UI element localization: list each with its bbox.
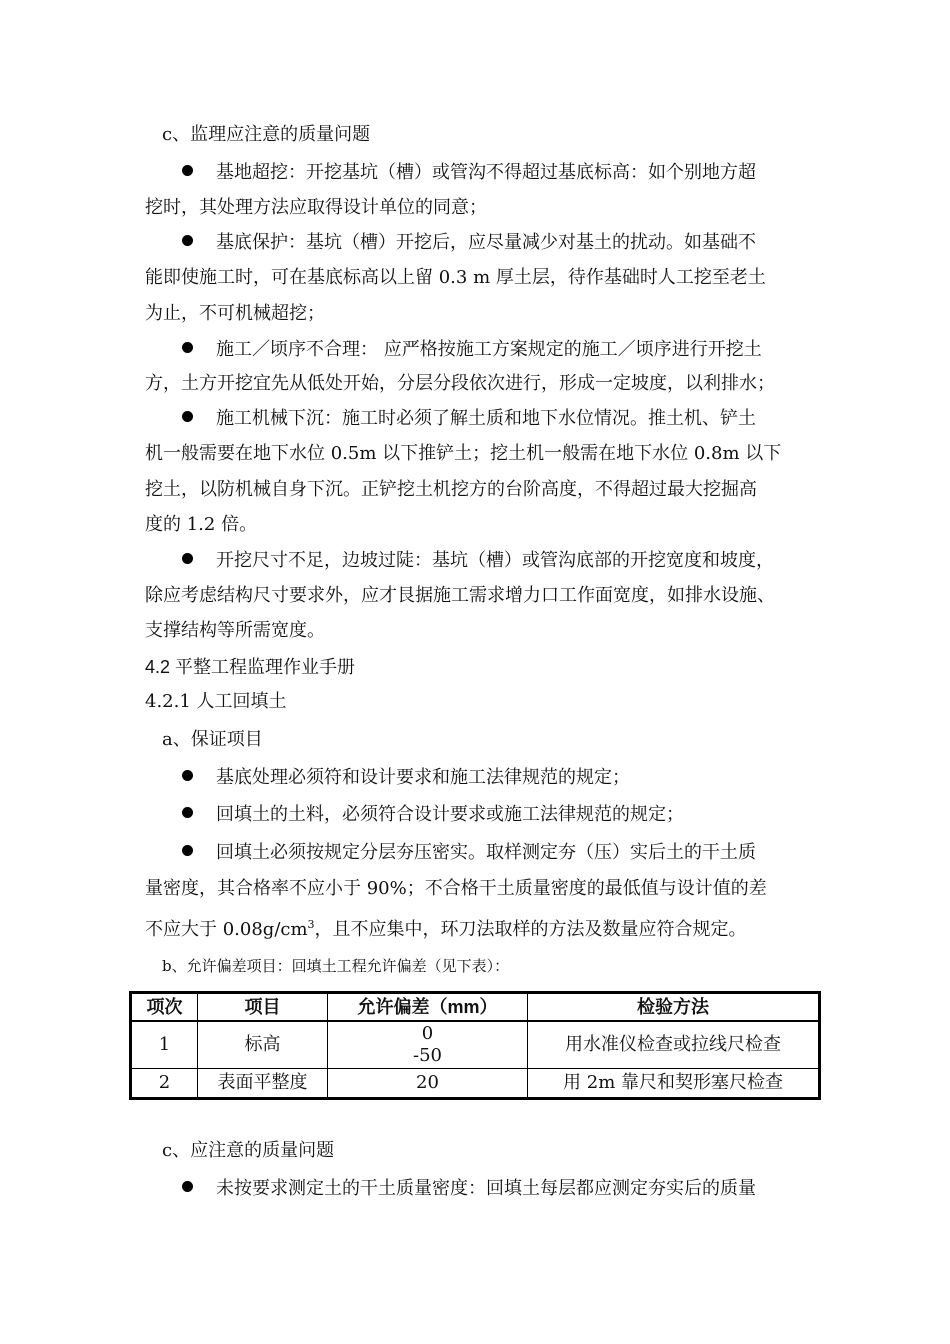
table-cell-method: 用 2m 靠尺和契形塞尺检查 [528, 1069, 820, 1099]
table-cell-no: 1 [131, 1021, 198, 1069]
bullet-continuation-density: 不应大于 $0.08g/cm^3$，且不应集中，环刀法取样的方法及数量应符合规定。 [145, 918, 747, 940]
bullet-continuation: 量密度，其合格率不应小于 90%；不合格干土质量密度的最低值与设计值的差 [145, 878, 767, 899]
subsection-heading: 4.2.1 人工回填土 [145, 691, 287, 712]
bullet-item: 基底处理必须符和设计要求和施工法律规范的规定； [182, 767, 630, 789]
bullet-icon [182, 553, 193, 564]
subheading-b-tolerance-items: b、允许偏差项目：回填土工程允许偏差（见下表）： [162, 957, 510, 975]
table-cell-method: 用水准仪检查或拉线尺检查 [528, 1021, 820, 1069]
bullet-icon [182, 165, 193, 176]
subheading-a-guarantee-items: a、保证项目 [162, 729, 263, 750]
bullet-item: 回填土的土料，必须符合设计要求或施工法律规范的规定； [182, 804, 684, 826]
bullet-icon [182, 807, 193, 818]
subheading-c-attention-issues: c、应注意的质量问题 [162, 1140, 335, 1161]
table-header-cell: 项目 [198, 993, 328, 1022]
table-cell-item: 表面平整度 [198, 1069, 328, 1099]
table-header-row [131, 993, 820, 1022]
bullet-item: 回填土必须按规定分层夯压密实。取样测定夯（压）实后土的干土质 [182, 842, 756, 864]
bullet-icon [182, 342, 193, 353]
bullet-item: 施工／顷序不合理： 应严格按施工方案规定的施工／顷序进行开挖土 [182, 339, 762, 361]
bullet-icon [182, 1181, 193, 1192]
table-header-cell: 项次 [131, 993, 198, 1022]
table-header-cell: 允许偏差（mm） [328, 993, 528, 1022]
bullet-icon [182, 235, 193, 246]
bullet-item: 基地超挖：开挖基坑（槽）或管沟不得超过基底标高：如个别地方超 [182, 162, 756, 184]
bullet-continuation: 方，土方开挖宜先从低处开始，分层分段依次进行，形成一定坡度，以利排水； [145, 373, 775, 394]
bullet-continuation: 除应考虑结构尺寸要求外，应才艮据施工需求增力口工作面宽度，如排水设施、 [145, 585, 775, 606]
bullet-item: 基底保护：基坑（槽）开挖后，应尽量减少对基土的扰动。如基础不 [182, 232, 756, 254]
bullet-continuation: 为止，不可机械超挖； [145, 303, 325, 324]
table-row [131, 1021, 820, 1069]
bullet-item: 施工机械下沉：施工时必须了解土质和地下水位情况。推土机、铲土 [182, 408, 756, 430]
table-cell-tolerance: 20 [328, 1069, 528, 1099]
bullet-item: 未按要求测定土的干土质量密度：回填土每层都应测定夯实后的质量 [182, 1178, 756, 1200]
bullet-continuation: 度的 1.2 倍。 [145, 514, 258, 535]
table-cell-tolerance: 0 -50 [328, 1021, 528, 1069]
bullet-continuation: 挖土，以防机械自身下沉。正铲挖土机挖方的台阶高度，不得超过最大挖掘高 [145, 479, 757, 500]
bullet-icon [182, 411, 193, 422]
table-cell-no: 2 [131, 1069, 198, 1099]
bullet-continuation: 挖时，其处理方法应取得设计单位的同意； [145, 197, 487, 218]
bullet-continuation: 能即使施工时，可在基底标高以上留 0.3 m 厚土层，待作基础时人工挖至老土 [145, 267, 766, 288]
bullet-icon [182, 770, 193, 781]
bullet-item: 开挖尺寸不足，边坡过陡：基坑（槽）或管沟底部的开挖宽度和坡度， [182, 550, 774, 572]
section-heading: 4.2 平整工程监理作业手册 [145, 657, 356, 677]
subheading-c-quality-issues: c、监理应注意的质量问题 [162, 124, 371, 145]
bullet-continuation: 机一般需要在地下水位 0.5m 以下推铲土；挖土机一般需在地下水位 0.8m 以下 [145, 443, 782, 464]
tolerance-table [129, 991, 821, 1100]
table-cell-item: 标高 [198, 1021, 328, 1069]
bullet-icon [182, 845, 193, 856]
bullet-continuation: 支撑结构等所需宽度。 [145, 620, 325, 641]
table-row [131, 1069, 820, 1099]
table-header-cell: 检验方法 [528, 993, 820, 1022]
